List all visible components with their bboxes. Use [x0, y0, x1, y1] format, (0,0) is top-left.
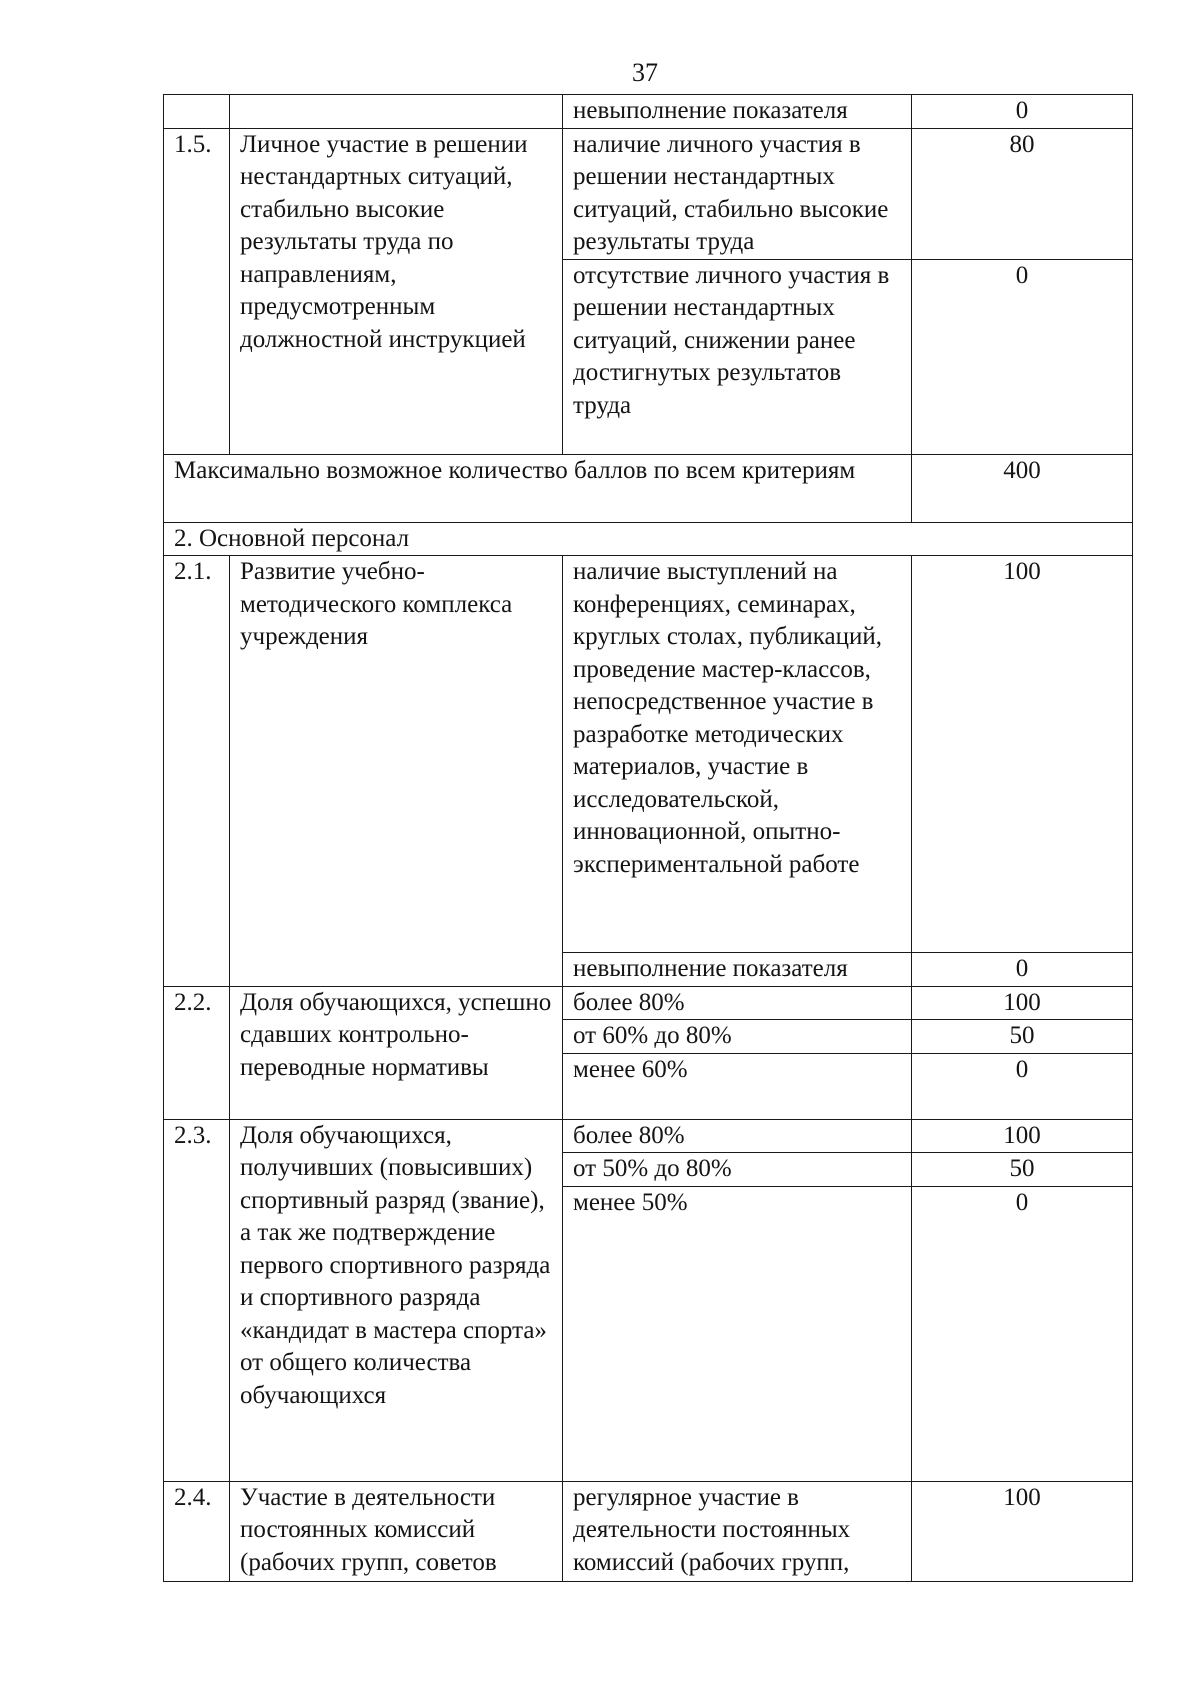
table-row — [164, 454, 1133, 522]
table-row — [164, 1119, 1133, 1153]
criteria-table — [163, 94, 1133, 1582]
criterion-name-cell: Личное участие в решении нестандартных ситуаций, стабильно высокие результаты труда по направлениям, предусмотренным должностной инструкцией — [230, 128, 563, 454]
points-cell: 80 — [912, 128, 1133, 259]
page-number: 37 — [632, 58, 658, 87]
table-row — [164, 1481, 1133, 1581]
max-points-value: 400 — [912, 454, 1133, 522]
points-cell: 0 — [912, 953, 1133, 987]
condition-cell: менее 60% — [563, 1053, 912, 1119]
table-row — [164, 556, 1133, 953]
condition-cell: более 80% — [563, 986, 912, 1020]
points-cell: 0 — [912, 1053, 1133, 1119]
condition-cell: от 50% до 80% — [563, 1153, 912, 1187]
row-number-cell: 2.3. — [164, 1119, 230, 1481]
row-number-cell: 1.5. — [164, 128, 230, 454]
row-number-cell: 2.1. — [164, 556, 230, 987]
criterion-name-cell: Развитие учебно-методического комплекса учреждения — [230, 556, 563, 987]
row-number-cell: 2.4. — [164, 1481, 230, 1581]
points-cell: 0 — [912, 95, 1133, 129]
table-row — [164, 986, 1133, 1020]
table-row — [164, 128, 1133, 259]
table-row — [164, 522, 1133, 556]
points-cell: 0 — [912, 1186, 1133, 1481]
points-cell: 50 — [912, 1153, 1133, 1187]
row-number-cell: 2.2. — [164, 986, 230, 1119]
criterion-name-cell — [230, 95, 563, 129]
criterion-name-cell: Участие в деятельности постоянных комиссий (рабочих групп, советов — [230, 1481, 563, 1581]
points-cell: 100 — [912, 1481, 1133, 1581]
condition-cell: более 80% — [563, 1119, 912, 1153]
points-cell: 100 — [912, 986, 1133, 1020]
condition-cell: невыполнение показателя — [563, 953, 912, 987]
points-cell: 100 — [912, 556, 1133, 953]
criterion-name-cell: Доля обучающихся, получивших (повысивших) спортивный разряд (звание), а так же подтверждение первого спортивного разряда и спортивного разряда «кандидат в мастера спорта» от общего количества обучающихся — [230, 1119, 563, 1481]
max-points-label: Максимально возможное количество баллов по всем критериям — [164, 454, 912, 522]
criterion-name-cell: Доля обучающихся, успешно сдавших контрольно-переводные нормативы — [230, 986, 563, 1119]
condition-cell: регулярное участие в деятельности постоянных комиссий (рабочих групп, — [563, 1481, 912, 1581]
row-number-cell — [164, 95, 230, 129]
condition-cell: наличие личного участия в решении нестандартных ситуаций, стабильно высокие результаты труда — [563, 128, 912, 259]
table-row — [164, 95, 1133, 129]
points-cell: 100 — [912, 1119, 1133, 1153]
points-cell: 50 — [912, 1020, 1133, 1054]
points-cell: 0 — [912, 259, 1133, 454]
condition-cell: менее 50% — [563, 1186, 912, 1481]
condition-cell: отсутствие личного участия в решении нестандартных ситуаций, снижении ранее достигнутых результатов труда — [563, 259, 912, 454]
section-title: 2. Основной персонал — [164, 522, 1133, 556]
condition-cell: от 60% до 80% — [563, 1020, 912, 1054]
condition-cell: невыполнение показателя — [563, 95, 912, 129]
condition-cell: наличие выступлений на конференциях, семинарах, круглых столах, публикаций, проведение мастер-классов, непосредственное участие в разработке методических материалов, участие в исследовательской, инновационной, опытно-экспериментальной работе — [563, 556, 912, 953]
